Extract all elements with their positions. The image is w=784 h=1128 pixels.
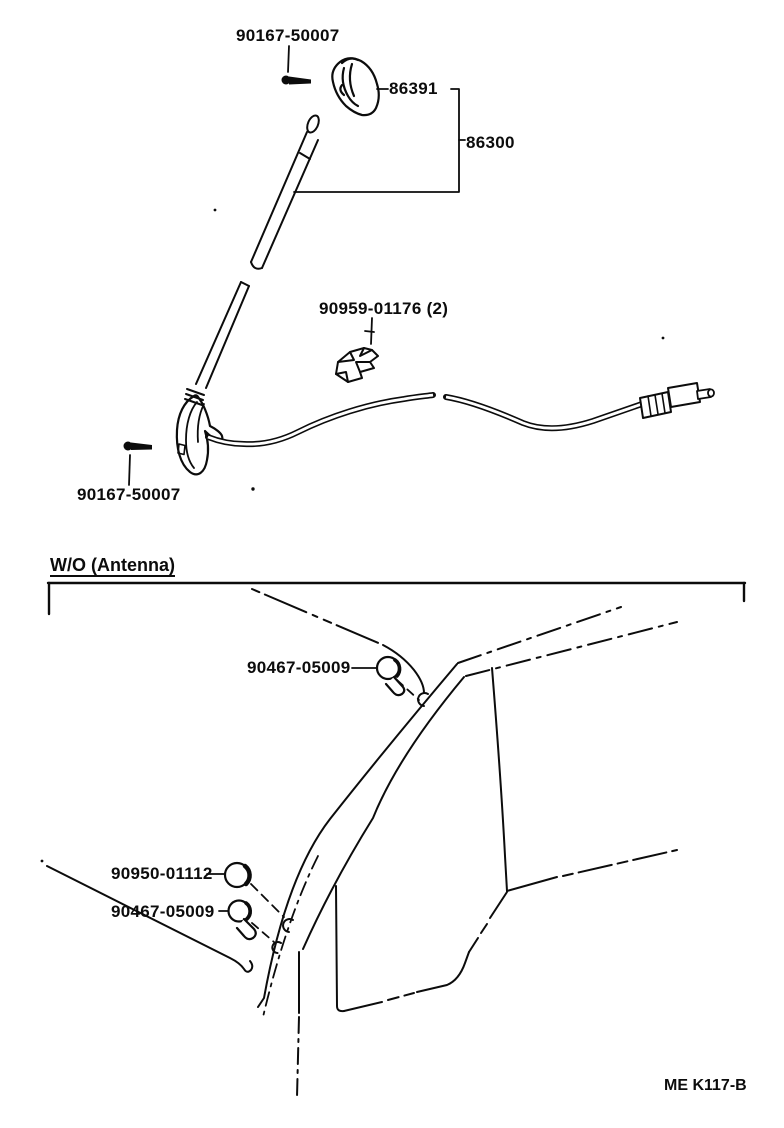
grommet-icon xyxy=(229,901,256,940)
part-label-screw-bottom: 90167-50007 xyxy=(77,485,181,504)
part-label-grommet-upper: 90467-05009 xyxy=(247,658,351,677)
print-specks xyxy=(214,209,665,491)
section-rule xyxy=(48,583,745,614)
part-label-screw-top: 90167-50007 xyxy=(236,26,340,45)
screw-icon xyxy=(282,76,312,85)
part-label-clamp: 90959-01176 (2) xyxy=(319,299,449,318)
antenna-mast-lower xyxy=(185,282,249,405)
grommet-icon xyxy=(377,657,404,695)
figure-code: ME K117-B xyxy=(664,1077,747,1094)
antenna-assembly-drawing xyxy=(124,46,715,491)
body-plug-icon xyxy=(225,863,250,887)
part-label-grommet-lower: 90467-05009 xyxy=(111,902,215,921)
dash-dot-line xyxy=(252,589,383,645)
leader-line xyxy=(288,46,289,72)
part-label-bracket: 86391 xyxy=(389,79,438,98)
antenna-bracket-icon xyxy=(332,58,378,115)
part-label-plug: 90950-01112 xyxy=(111,864,213,883)
car-body-outline xyxy=(41,589,677,1097)
cable-plug-icon xyxy=(640,383,714,418)
dash-dot-line xyxy=(458,607,621,663)
antenna-base-icon xyxy=(177,395,223,474)
part-label-assembly: 86300 xyxy=(466,133,515,152)
cable-clamp-icon xyxy=(336,348,378,382)
callout-bracket-86300 xyxy=(294,89,465,192)
leader-line xyxy=(129,455,130,485)
screw-icon xyxy=(124,442,153,451)
leader-tick xyxy=(365,331,374,332)
antenna-cable xyxy=(208,395,642,444)
section-heading-wo-antenna: W/O (Antenna) xyxy=(50,555,175,575)
